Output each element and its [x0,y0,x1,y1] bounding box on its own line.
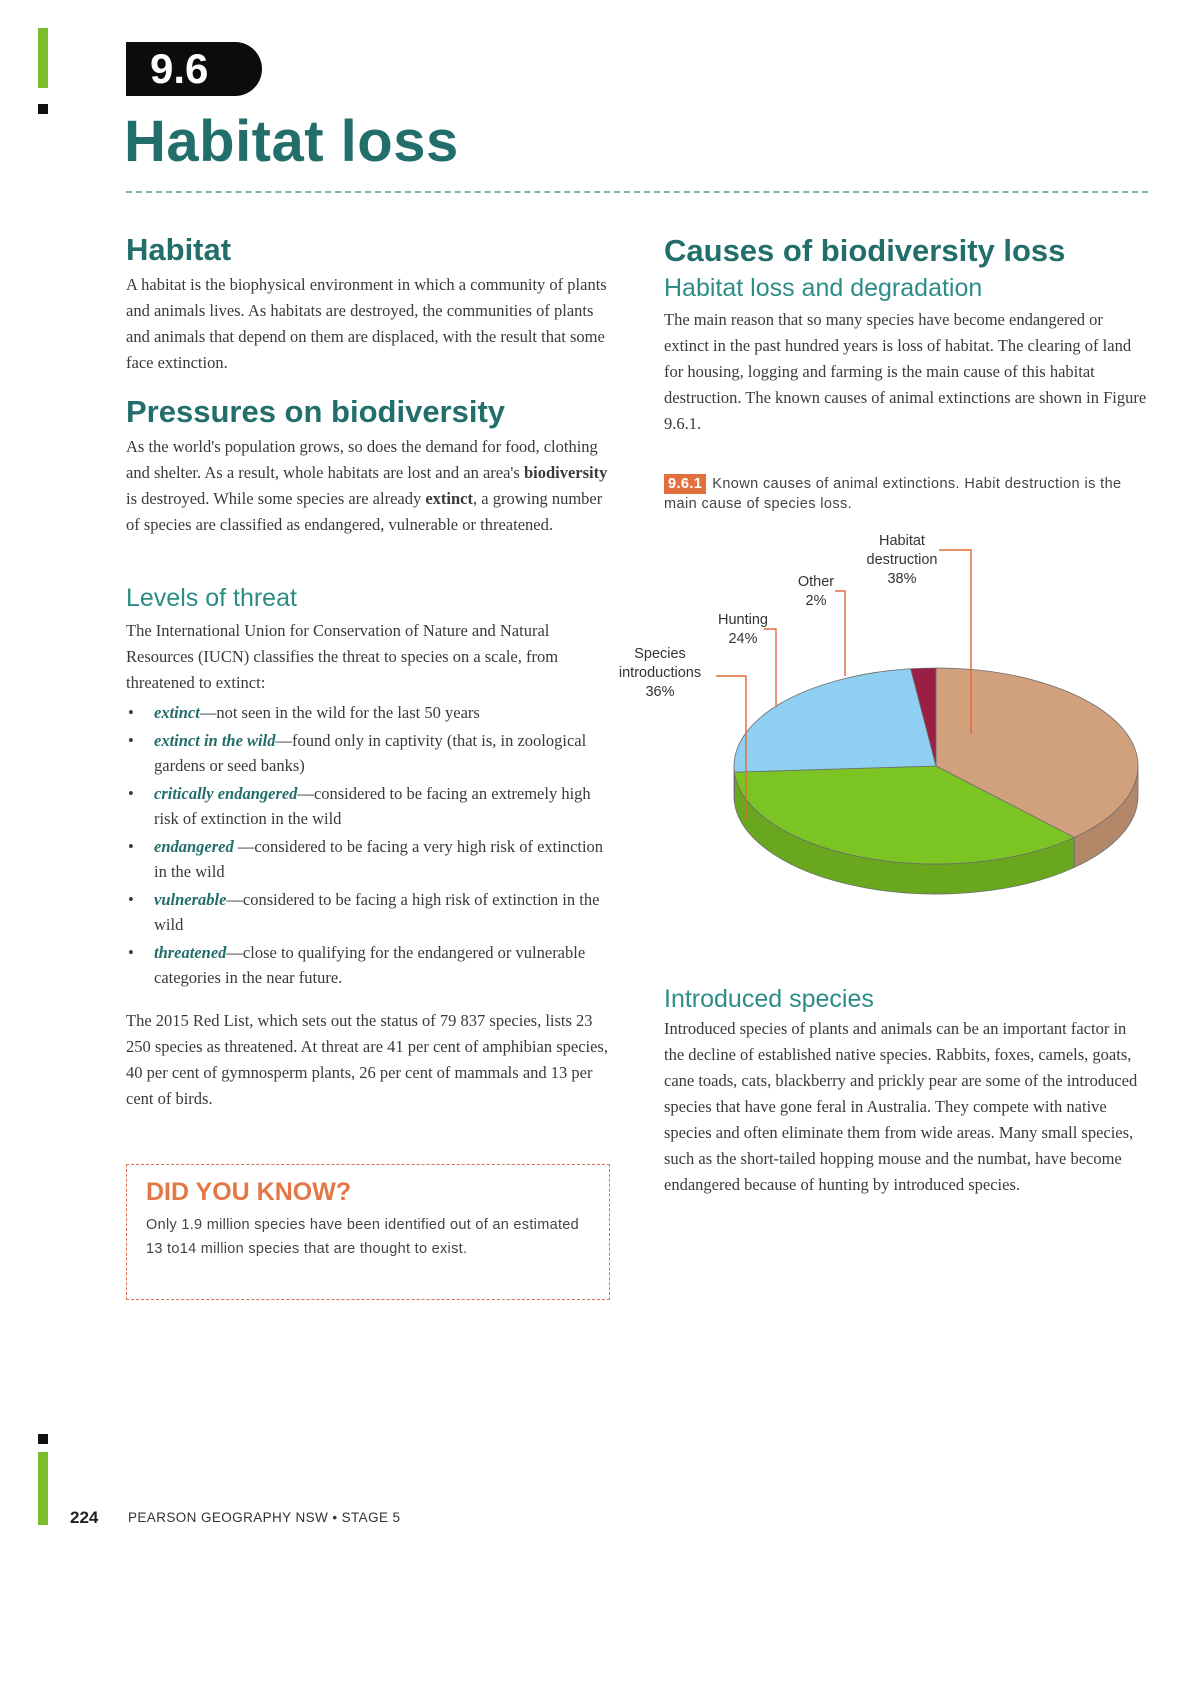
term-description: —considered to be facing a high risk of extinction in the wild [154,890,600,934]
pressures-paragraph [126,434,612,538]
figure-caption [664,474,1150,514]
edge-marker-top [38,28,48,88]
slice-value-label: 24% [728,631,758,647]
section-number-badge: 9.6 [126,42,262,96]
slice-name-label: introductions [618,665,702,681]
title-divider [126,191,1148,193]
term: vulnerable [154,890,227,909]
slice-name-label: Habitat [879,533,925,549]
list-item [126,887,612,937]
red-list-paragraph: The 2015 Red List, which sets out the status of 79 837 species, lists 23 250 species as threatened. At threat are 41 per cent of amphibian species, 40 per cent of gymnosperm plants, 26 per cent of mammals and 13 per cent of birds. [126,1011,608,1108]
term: endangered [154,837,234,856]
list-item [126,700,612,725]
figure-caption-text: Known causes of animal extinctions. Habit destruction is the main cause of species loss. [664,476,1122,512]
list-item [126,834,612,884]
slice-value-label: 38% [887,571,917,587]
bullet: • [128,731,134,750]
list-item [126,940,612,990]
edge-square-top [38,104,48,114]
term: extinct [154,703,200,722]
edge-marker-bottom [38,1452,48,1525]
publication-name: PEARSON GEOGRAPHY NSW • STAGE 5 [128,1510,401,1525]
pressures-text-2: is destroyed. While some species are already [126,489,426,508]
term-description: —considered to be facing an extremely high risk of extinction in the wild [154,784,591,828]
leader-line [835,591,845,676]
pressures-text-1: As the world's population grows, so does the demand for food, clothing and shelter. As a result, whole habitats are lost and an area's [126,437,598,482]
page-number: 224 [70,1508,99,1527]
list-item [126,781,612,831]
slice-name-label: destruction [866,552,938,568]
term-description: —not seen in the wild for the last 50 years [199,703,480,722]
list-item [126,728,612,778]
slice-name-label: Species [634,646,686,662]
introduced-species-heading: Introduced species [664,985,874,1013]
slice-value-label: 2% [805,593,827,609]
term-description: —considered to be facing a very high risk of extinction in the wild [154,837,604,881]
slice-name-label: Hunting [718,612,768,628]
term-description: —close to qualifying for the endangered or vulnerable categories in the near future. [154,943,586,987]
habitat-loss-heading: Habitat loss and degradation [664,274,983,302]
page-title: Habitat loss [124,109,459,174]
bullet: • [128,784,134,803]
habitat-paragraph: A habitat is the biophysical environment in which a community of plants and animals lives. As habitats are destroyed, the communities of plants and animals that depend on them are displaced, with the result that some face extinction. [126,275,607,372]
did-you-know-heading: DID YOU KNOW? [146,1178,352,1206]
leader-line [764,629,776,707]
bullet: • [128,890,134,909]
causes-heading: Causes of biodiversity loss [664,233,1066,268]
bullet: • [128,943,134,962]
term: extinct in the wild [154,731,276,750]
introduced-species-paragraph: Introduced species of plants and animals can be an important factor in the decline of established native species. Rabbits, foxes, camels, goats, cane toads, cats, blackberry and prickly pear are some of the introduced species that have gone feral in Australia. They compete with native species and often eliminate them from wide areas. Many small species, such as the short-tailed hopping mouse and the numbat, have become endangered because of hunting by introduced species. [664,1019,1138,1194]
pressures-text-3: , a growing number of species are classified as endangered, vulnerable or threatened. [126,489,603,534]
term-extinct: extinct [425,489,473,508]
bullet: • [128,837,134,856]
habitat-heading: Habitat [126,232,232,267]
threat-levels-list [126,700,612,993]
term: critically endangered [154,784,298,803]
slice-name-label: Other [797,574,835,590]
did-you-know-text: Only 1.9 million species have been identified out of an estimated 13 to14 million species that are thought to exist. [146,1217,579,1257]
term-biodiversity: biodiversity [523,463,608,482]
bullet: • [128,703,134,722]
edge-square-bottom [38,1434,48,1444]
extinction-causes-pie-chart [618,520,1150,940]
habitat-loss-paragraph: The main reason that so many species have become endangered or extinct in the past hundred years is loss of habitat. The clearing of land for housing, logging and farming is the main cause of this habitat destruction. The known causes of animal extinctions are shown in Figure 9.6.1. [664,310,1147,433]
figure-tag: 9.6.1 [664,474,706,494]
term-description: —found only in captivity (that is, in zoological gardens or seed banks) [154,731,587,775]
pressures-heading: Pressures on biodiversity [126,394,506,429]
term: threatened [154,943,227,962]
pie-slice-hunting [734,669,936,772]
levels-intro: The International Union for Conservation of Nature and Natural Resources (IUCN) classifies the threat to species on a scale, from threatened to extinct: [126,621,559,692]
levels-heading: Levels of threat [126,584,297,612]
slice-value-label: 36% [645,684,675,700]
